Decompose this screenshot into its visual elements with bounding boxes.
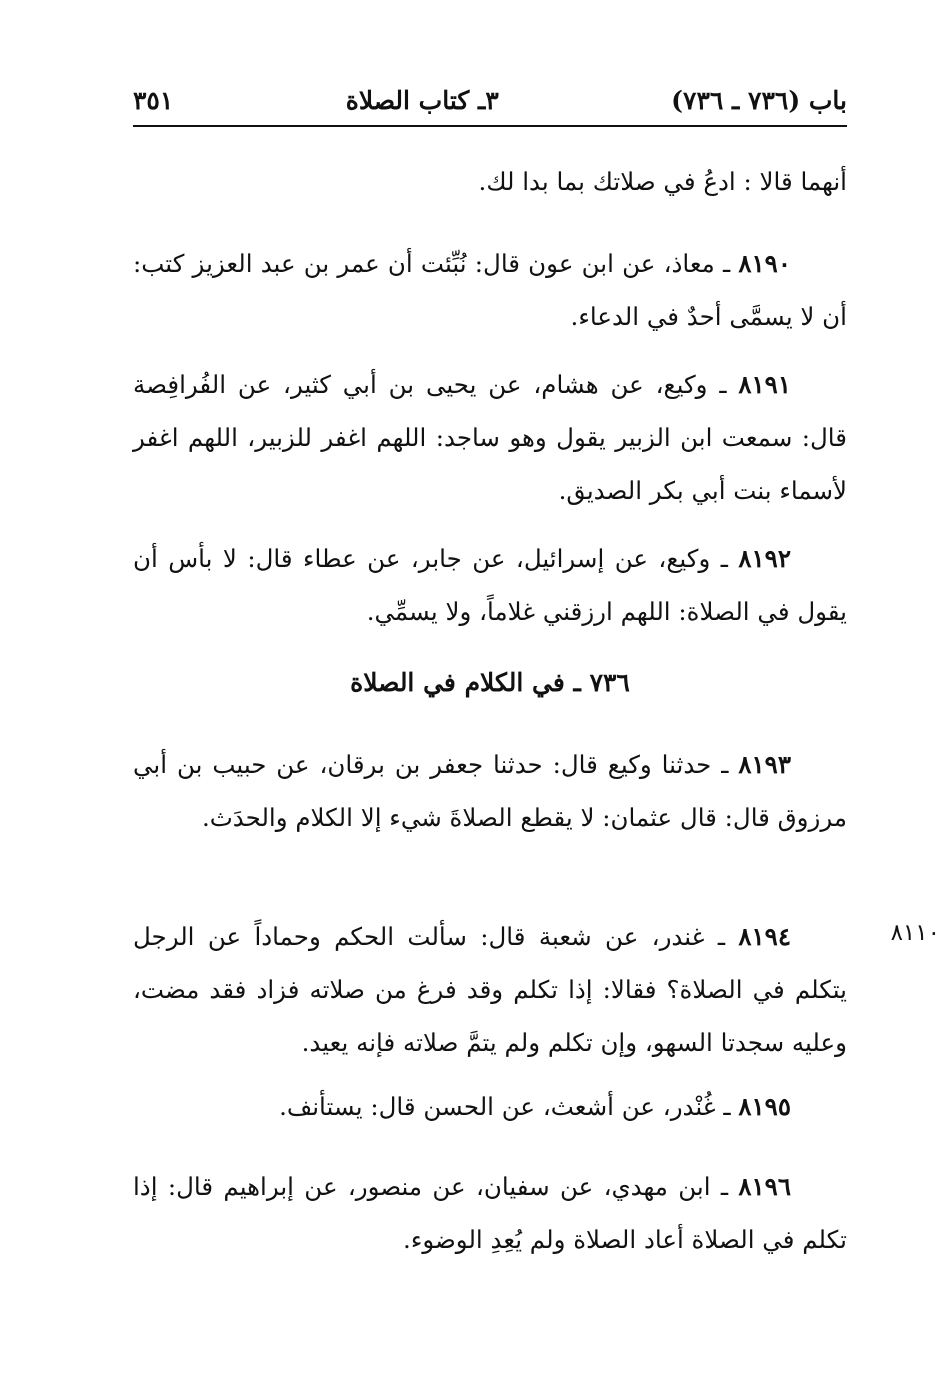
hadith-8190 [133, 237, 847, 343]
book-title: ٣ـ كتاب الصلاة [345, 85, 499, 115]
hadith-text: ـ غُنْدر، عن أشعث، عن الحسن قال: يستأنف. [279, 1092, 739, 1121]
hadith-text: ـ ابن مهدي، عن سفيان، عن منصور، عن إبراهيم قال: إذا تكلم في الصلاة أعاد الصلاة ولم يُعِدِ الوضوء. [133, 1172, 847, 1254]
hadith-8192 [133, 532, 847, 638]
paragraph-continuation [133, 155, 847, 208]
hadith-text: ـ وكيع، عن هشام، عن يحيى بن أبي كثير، عن الفُرافِصة قال: سمعت ابن الزبير يقول وهو ساجد: اللهم اغفر للزبير، اللهم اغفر لأسماء بنت أبي بكر الصديق. [133, 370, 847, 505]
paragraph-text: أنهما قالا : ادعُ في صلاتك بما بدا لك. [478, 167, 847, 196]
hadith-text: ـ حدثنا وكيع قال: حدثنا جعفر بن برقان، عن حبيب بن أبي مرزوق قال: قال عثمان: لا يقطع الصلاةَ شيء إلا الكلام والحدَث. [133, 750, 847, 832]
hadith-text: ـ غندر، عن شعبة قال: سألت الحكم وحماداً عن الرجل يتكلم في الصلاة؟ فقالا: إذا تكلم وقد فرغ من صلاته فزاد فقد مضت، وعليه سجدتا السهو، وإن تكلم ولم يتمَّ صلاته فإنه يعيد. [133, 922, 847, 1057]
hadith-8191 [133, 358, 847, 517]
hadith-number: ٨١٩١ [738, 370, 791, 399]
hadith-8194 [133, 910, 847, 1069]
hadith-text: ـ وكيع، عن إسرائيل، عن جابر، عن عطاء قال: لا بأس أن يقول في الصلاة: اللهم ارزقني غلاماً، ولا يسمِّي. [133, 544, 847, 626]
hadith-8196 [133, 1160, 847, 1266]
hadith-number: ٨١٩٠ [738, 249, 791, 278]
header-rule [133, 125, 847, 127]
hadith-number: ٨١٩٦ [738, 1172, 791, 1201]
hadith-number: ٨١٩٥ [738, 1092, 791, 1121]
page-number: ٣٥١ [133, 85, 174, 115]
hadith-number: ٨١٩٤ [738, 922, 791, 951]
hadith-number: ٨١٩٣ [738, 750, 791, 779]
chapter-range: باب (٧٣٦ ـ ٧٣٦) [671, 85, 847, 115]
section-heading: ٧٣٦ ـ في الكلام في الصلاة [350, 668, 630, 697]
hadith-8195 [133, 1080, 847, 1133]
hadith-8193 [133, 738, 847, 844]
margin-reference-number: ٨١١٠ [890, 920, 940, 946]
page-header [133, 78, 847, 122]
hadith-text: ـ معاذ، عن ابن عون قال: نُبِّئت أن عمر بن عبد العزيز كتب: أن لا يسمَّى أحدٌ في الدعاء. [133, 249, 847, 331]
hadith-number: ٨١٩٢ [738, 544, 791, 573]
